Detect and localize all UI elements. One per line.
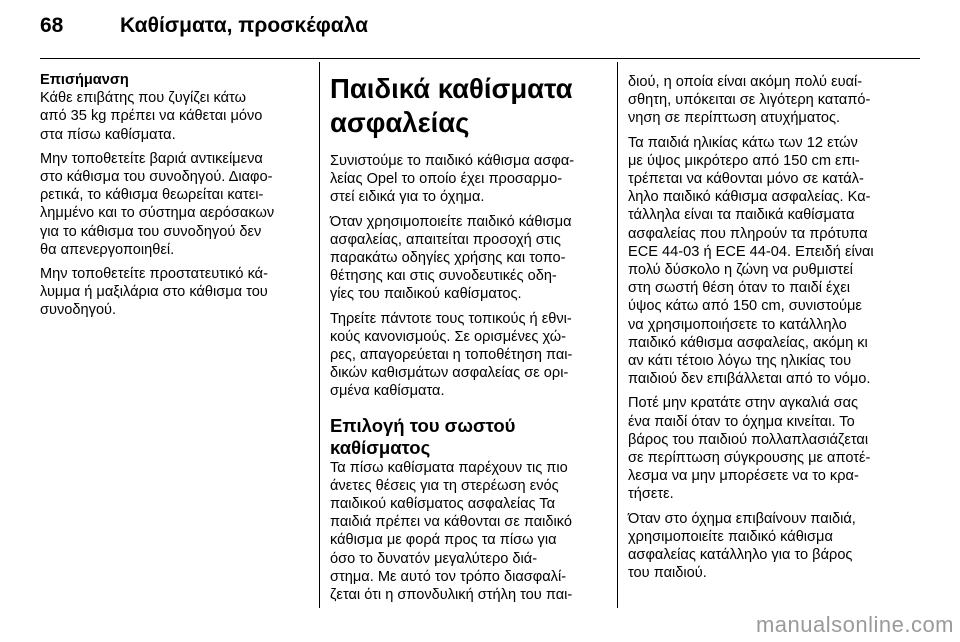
text-line: λεσμα να μην μπορέσετε να το κρα‐ [628, 468, 859, 485]
text-line: τρέπεται να κάθονται μόνο σε κατάλ‐ [628, 171, 864, 188]
page-number: 68 [40, 14, 64, 37]
text-line: λυμμα ή μαξιλάρια στο κάθισμα του [40, 284, 268, 301]
text-line: στεί ειδικά για το όχημα. [330, 189, 485, 206]
text-line: τάλληλα είναι τα παιδικά καθίσματα [628, 207, 855, 224]
page-header [0, 0, 960, 60]
notice-paragraph [40, 89, 302, 144]
text-line: Μην τοποθετείτε βαριά αντικείμενα [40, 150, 263, 167]
column-divider-2 [617, 62, 618, 608]
body-paragraph [628, 510, 923, 583]
header-divider [40, 58, 920, 59]
notice-paragraph [40, 150, 302, 259]
text-line: ρετικά, το κάθισμα θεωρείται κατει‐ [40, 187, 264, 204]
body-paragraph [330, 213, 603, 304]
column-3 [628, 62, 923, 608]
text-line: στο κάθισμα του συνοδηγού. Διαφο‐ [40, 169, 273, 186]
text-line: πολύ δύσκολο η ζώνη να ρυθμιστεί [628, 262, 853, 279]
text-line: σε περίπτωση σύγκρουσης με αποτέ‐ [628, 450, 871, 467]
text-line: σθητη, υπόκειται σε λιγότερη καταπό‐ [628, 92, 871, 109]
text-line: στημα. Με αυτό τον τρόπο διασφαλί‐ [330, 568, 567, 585]
text-line: χρησιμοποιείτε παιδικό κάθισμα [628, 528, 833, 545]
text-line: λείας Opel το οποίο έχει προσαρμο‐ [330, 171, 563, 188]
text-line: Τηρείτε πάντοτε τους τοπικούς ή εθνι‐ [330, 310, 572, 327]
body-paragraph [628, 394, 923, 503]
text-line: ληλο παιδικό κάθισμα ασφαλείας. Κα‐ [628, 189, 871, 206]
text-line: νηση σε περίπτωση ατυχήματος. [628, 110, 841, 127]
text-line: κάθισμα με φορά προς τα πίσω για [330, 532, 557, 549]
text-line: Τα παιδιά ηλικίας κάτω των 12 ετών [628, 134, 858, 151]
body-paragraph [330, 459, 603, 605]
text-line: σμένα καθίσματα. [330, 383, 445, 400]
body-paragraph [330, 310, 603, 401]
text-line: ασφαλείας που πληρούν τα πρότυπα [628, 225, 868, 242]
column-divider-1 [319, 62, 320, 608]
text-line: αν κάτι τέτοιο λόγω της ηλικίας του [628, 353, 852, 370]
text-line: στα πίσω καθίσματα. [40, 126, 176, 143]
text-line: Συνιστούμε το παιδικό κάθισμα ασφα‐ [330, 153, 575, 169]
watermark: manualsonline.com [755, 612, 954, 637]
text-line: βάρος του παιδιού πολλαπλασιάζεται [628, 431, 869, 448]
text-line: από 35 kg πρέπει να κάθεται μόνο [40, 108, 263, 125]
body-paragraph [628, 134, 923, 389]
subsection-title [330, 415, 603, 459]
text-line: ECE 44-03 ή ECE 44-04. Επειδή είναι [628, 243, 874, 260]
text-line: να χρησιμοποιήσετε το κατάλληλο [628, 316, 847, 333]
text-line: Μην τοποθετείτε προστατευτικό κά‐ [40, 266, 268, 283]
text-line: όσο το δυνατόν μεγαλύτερο διά‐ [330, 550, 538, 567]
text-line: συνοδηγού. [40, 302, 117, 319]
text-line: για το κάθισμα του συνοδηγού δεν [40, 223, 262, 240]
text-line: άνετες θέσεις για τη στερέωση ενός [330, 477, 559, 494]
text-line: τήσετε. [628, 486, 674, 503]
text-line: ύψος κάτω από 150 cm, συνιστούμε [628, 298, 862, 315]
text-line: Τα πίσω καθίσματα παρέχουν τις πιο [330, 459, 568, 476]
text-line: ζεται ότι η σπονδυλική στήλη του παι‐ [330, 587, 573, 604]
text-line: με ύψος μικρότερο από 150 cm επι‐ [628, 152, 860, 169]
text-line: παιδιά πρέπει να κάθονται σε παιδικό [330, 514, 573, 531]
column-1 [40, 62, 302, 608]
notice-heading: Επισήμανση [40, 72, 129, 88]
page-header-title: Καθίσματα, προσκέφαλα [120, 14, 368, 37]
body-paragraph [628, 73, 923, 128]
text-line: θέτησης και στις συνοδευτικές οδη‐ [330, 268, 557, 285]
text-line: γίες του παιδικού καθίσματος. [330, 286, 522, 303]
text-line: παιδικό κάθισμα ασφαλείας, ακόμη κι [628, 334, 868, 351]
text-line: ασφαλείας, απαιτείται προσοχή στις [330, 231, 561, 248]
title-line: Επιλογή του σωστού [330, 414, 516, 436]
text-line: Όταν στο όχημα επιβαίνουν παιδιά, [628, 510, 856, 527]
text-line: διού, η οποία είναι ακόμη πολύ ευαί‐ [628, 74, 863, 90]
text-line: Κάθε επιβάτης που ζυγίζει κάτω [40, 90, 247, 107]
column-2 [330, 62, 603, 608]
body-paragraph [330, 152, 603, 207]
text-line: Όταν χρησιμοποιείτε παιδικό κάθισμα [330, 213, 572, 230]
title-line: καθίσματος [330, 436, 431, 458]
text-line: παιδιού δεν επιβάλλεται από το νόμο. [628, 371, 871, 388]
text-line: λημμένο και το σύστημα αερόσακων [40, 205, 275, 222]
text-line: ασφαλείας κατάλληλο για το βάρος [628, 547, 853, 564]
title-line: ασφαλείας [330, 107, 470, 138]
text-line: κούς κανονισμούς. Σε ορισμένες χώ‐ [330, 328, 567, 345]
text-line: δικών καθισμάτων ασφαλείας σε ορι‐ [330, 365, 569, 382]
text-line: παρακάτω οδηγίες χρήσης και τοπο‐ [330, 250, 566, 267]
text-line: του παιδιού. [628, 565, 707, 582]
text-line: παιδικού καθίσματος ασφαλείας Τα [330, 496, 556, 513]
notice-paragraph [40, 265, 302, 320]
text-line: θα απενεργοποιηθεί. [40, 241, 175, 258]
text-line: Ποτέ μην κρατάτε στην αγκαλιά σας [628, 395, 859, 412]
text-line: στη σωστή θέση όταν το παιδί έχει [628, 280, 850, 297]
text-line: ένα παιδί όταν το όχημα κινείται. Το [628, 413, 855, 430]
text-line: ρες, απαγορεύεται η τοποθέτηση παι‐ [330, 347, 573, 364]
title-line: Παιδικά καθίσματα [330, 73, 573, 104]
section-main-title [330, 72, 603, 140]
